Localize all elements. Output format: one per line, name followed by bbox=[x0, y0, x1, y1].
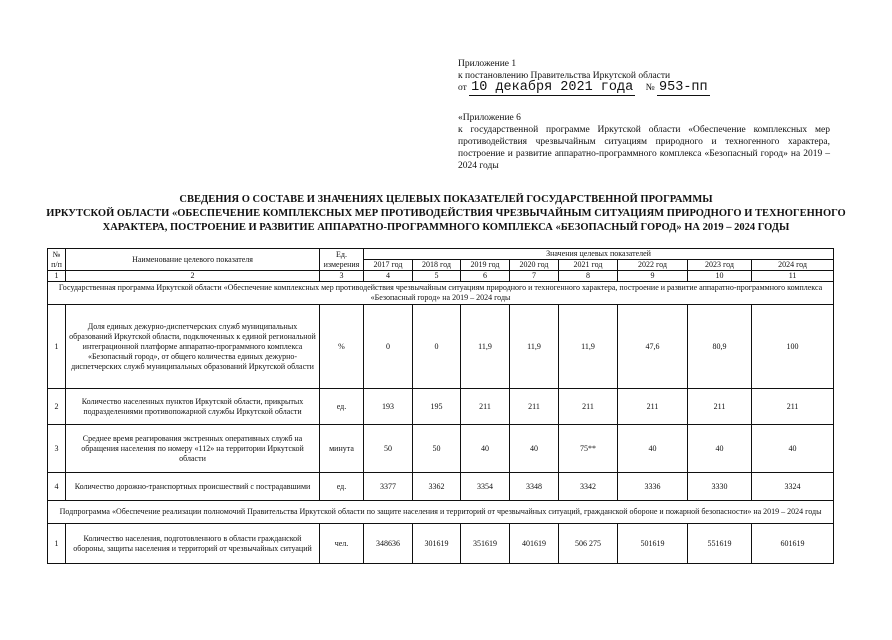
row-value: 551619 bbox=[688, 524, 752, 564]
appendix6-line1: «Приложение 6 bbox=[458, 113, 521, 123]
row-value: 3336 bbox=[618, 473, 688, 501]
row-name: Среднее время реагирования экстренных оперативных служб на обращения населения по номеру «112» на территории Иркутской области bbox=[66, 425, 320, 473]
row-unit: ед. bbox=[320, 389, 364, 425]
table-row bbox=[48, 305, 834, 389]
number-label: № bbox=[645, 83, 655, 93]
document-title bbox=[20, 193, 872, 235]
row-value: 211 bbox=[618, 389, 688, 425]
row-value: 80,9 bbox=[688, 305, 752, 389]
row-value: 3362 bbox=[413, 473, 461, 501]
row-value: 40 bbox=[510, 425, 559, 473]
table-row bbox=[48, 425, 834, 473]
row-value: 211 bbox=[510, 389, 559, 425]
col-number: 8 bbox=[559, 271, 618, 282]
col-number: 4 bbox=[364, 271, 413, 282]
appendix6-text: к государственной программе Иркутской области «Обеспечение комплексных мер противодействия чрезвычайным ситуациям природного и техногенного характера, построение и развитие аппаратно-программного комплекса «Безопасный город» на 2019 – 2024 годы bbox=[458, 125, 830, 171]
appendix-header bbox=[458, 58, 710, 94]
head-year: 2023 год bbox=[688, 260, 752, 271]
row-name: Количество населенных пунктов Иркутской области, прикрытых подразделениями противопожарной службы Иркутской области bbox=[66, 389, 320, 425]
col-number: 5 bbox=[413, 271, 461, 282]
head-year: 2024 год bbox=[752, 260, 834, 271]
head-values-group: Значения целевых показателей bbox=[364, 249, 834, 260]
row-value: 211 bbox=[559, 389, 618, 425]
handwritten-number: 953-пп bbox=[659, 80, 708, 95]
row-value: 75** bbox=[559, 425, 618, 473]
row-value: 211 bbox=[461, 389, 510, 425]
row-value: 3330 bbox=[688, 473, 752, 501]
row-value: 40 bbox=[688, 425, 752, 473]
table-row bbox=[48, 473, 834, 501]
table-row bbox=[48, 389, 834, 425]
row-value: 211 bbox=[688, 389, 752, 425]
row-value: 50 bbox=[413, 425, 461, 473]
row-value: 50 bbox=[364, 425, 413, 473]
row-value: 3342 bbox=[559, 473, 618, 501]
row-value: 40 bbox=[618, 425, 688, 473]
section-subprogram: Подпрограмма «Обеспечение реализации полномочий Правительства Иркутской области по защите населения и территорий от чрезвычайных ситуаций, гражданской обороне и пожарной безопасности» на 2019 – 2024 годы bbox=[48, 501, 834, 524]
indicators-table bbox=[47, 248, 834, 564]
row-num: 2 bbox=[48, 389, 66, 425]
row-name: Доля единых дежурно-диспетчерских служб муниципальных образований Иркутской области, подключенных к единой региональной интеграционной платформе аппаратно-программного комплекса «Безопасный город», от общего количества единых дежурно-диспетчерских служб муниципальных образований Иркутской области bbox=[66, 305, 320, 389]
title-line2: ИРКУТСКОЙ ОБЛАСТИ «ОБЕСПЕЧЕНИЕ КОМПЛЕКСНЫХ МЕР ПРОТИВОДЕЙСТВИЯ ЧРЕЗВЫЧАЙНЫМ СИТУАЦИЯМ ПРИРОДНОГО И ТЕХНОГЕННОГО bbox=[46, 208, 846, 219]
row-name: Количество дорожно-транспортных происшествий с пострадавшими bbox=[66, 473, 320, 501]
row-value: 47,6 bbox=[618, 305, 688, 389]
row-value: 3324 bbox=[752, 473, 834, 501]
col-number: 6 bbox=[461, 271, 510, 282]
row-value: 195 bbox=[413, 389, 461, 425]
head-year: 2018 год bbox=[413, 260, 461, 271]
row-num: 1 bbox=[48, 524, 66, 564]
col-number: 7 bbox=[510, 271, 559, 282]
head-year: 2021 год bbox=[559, 260, 618, 271]
col-number: 1 bbox=[48, 271, 66, 282]
row-value: 0 bbox=[364, 305, 413, 389]
appendix6-block bbox=[458, 112, 830, 172]
row-value: 348636 bbox=[364, 524, 413, 564]
row-value: 301619 bbox=[413, 524, 461, 564]
row-num: 3 bbox=[48, 425, 66, 473]
row-value: 11,9 bbox=[559, 305, 618, 389]
row-value: 193 bbox=[364, 389, 413, 425]
row-value: 3377 bbox=[364, 473, 413, 501]
row-num: 4 bbox=[48, 473, 66, 501]
row-value: 0 bbox=[413, 305, 461, 389]
row-value: 506 275 bbox=[559, 524, 618, 564]
row-unit: минута bbox=[320, 425, 364, 473]
col-number: 2 bbox=[66, 271, 320, 282]
head-year: 2017 год bbox=[364, 260, 413, 271]
section-program: Государственная программа Иркутской области «Обеспечение комплексных мер противодействия чрезвычайным ситуациям природного и техногенного характера, построение и развитие аппаратно-программного комплекса «Безопасный город» на 2019 – 2024 годы bbox=[48, 282, 834, 305]
head-name: Наименование целевого показателя bbox=[66, 249, 320, 271]
row-unit: чел. bbox=[320, 524, 364, 564]
row-unit: % bbox=[320, 305, 364, 389]
title-line1: СВЕДЕНИЯ О СОСТАВЕ И ЗНАЧЕНИЯХ ЦЕЛЕВЫХ ПОКАЗАТЕЛЕЙ ГОСУДАРСТВЕННОЙ ПРОГРАММЫ bbox=[179, 194, 713, 205]
appendix-line2: к постановлению Правительства Иркутской области bbox=[458, 71, 671, 81]
row-value: 11,9 bbox=[510, 305, 559, 389]
from-label: от bbox=[458, 83, 467, 93]
row-value: 40 bbox=[752, 425, 834, 473]
row-num: 1 bbox=[48, 305, 66, 389]
row-unit: ед. bbox=[320, 473, 364, 501]
row-value: 501619 bbox=[618, 524, 688, 564]
appendix-line1: Приложение 1 bbox=[458, 59, 517, 69]
row-value: 401619 bbox=[510, 524, 559, 564]
col-number: 3 bbox=[320, 271, 364, 282]
column-numbers-row bbox=[48, 271, 834, 282]
row-value: 3354 bbox=[461, 473, 510, 501]
head-year: 2022 год bbox=[618, 260, 688, 271]
handwritten-date: 10 декабря 2021 года bbox=[471, 80, 634, 95]
row-value: 3348 bbox=[510, 473, 559, 501]
col-number: 10 bbox=[688, 271, 752, 282]
head-num: № п/п bbox=[48, 249, 66, 271]
appendix-date-line bbox=[458, 82, 710, 94]
row-value: 40 bbox=[461, 425, 510, 473]
title-line3: ХАРАКТЕРА, ПОСТРОЕНИЕ И РАЗВИТИЕ АППАРАТНО-ПРОГРАММНОГО КОМПЛЕКСА «БЕЗОПАСНЫЙ ГОРОД» НА 2019 – 2024 ГОДЫ bbox=[102, 222, 790, 233]
row-name: Количество населения, подготовленного в области гражданской обороны, защиты населения и территорий от чрезвычайных ситуаций bbox=[66, 524, 320, 564]
col-number: 9 bbox=[618, 271, 688, 282]
table-row bbox=[48, 524, 834, 564]
head-unit: Ед. измерения bbox=[320, 249, 364, 271]
head-year: 2020 год bbox=[510, 260, 559, 271]
row-value: 211 bbox=[752, 389, 834, 425]
row-value: 351619 bbox=[461, 524, 510, 564]
col-number: 11 bbox=[752, 271, 834, 282]
row-value: 100 bbox=[752, 305, 834, 389]
row-value: 601619 bbox=[752, 524, 834, 564]
row-value: 11,9 bbox=[461, 305, 510, 389]
head-year: 2019 год bbox=[461, 260, 510, 271]
